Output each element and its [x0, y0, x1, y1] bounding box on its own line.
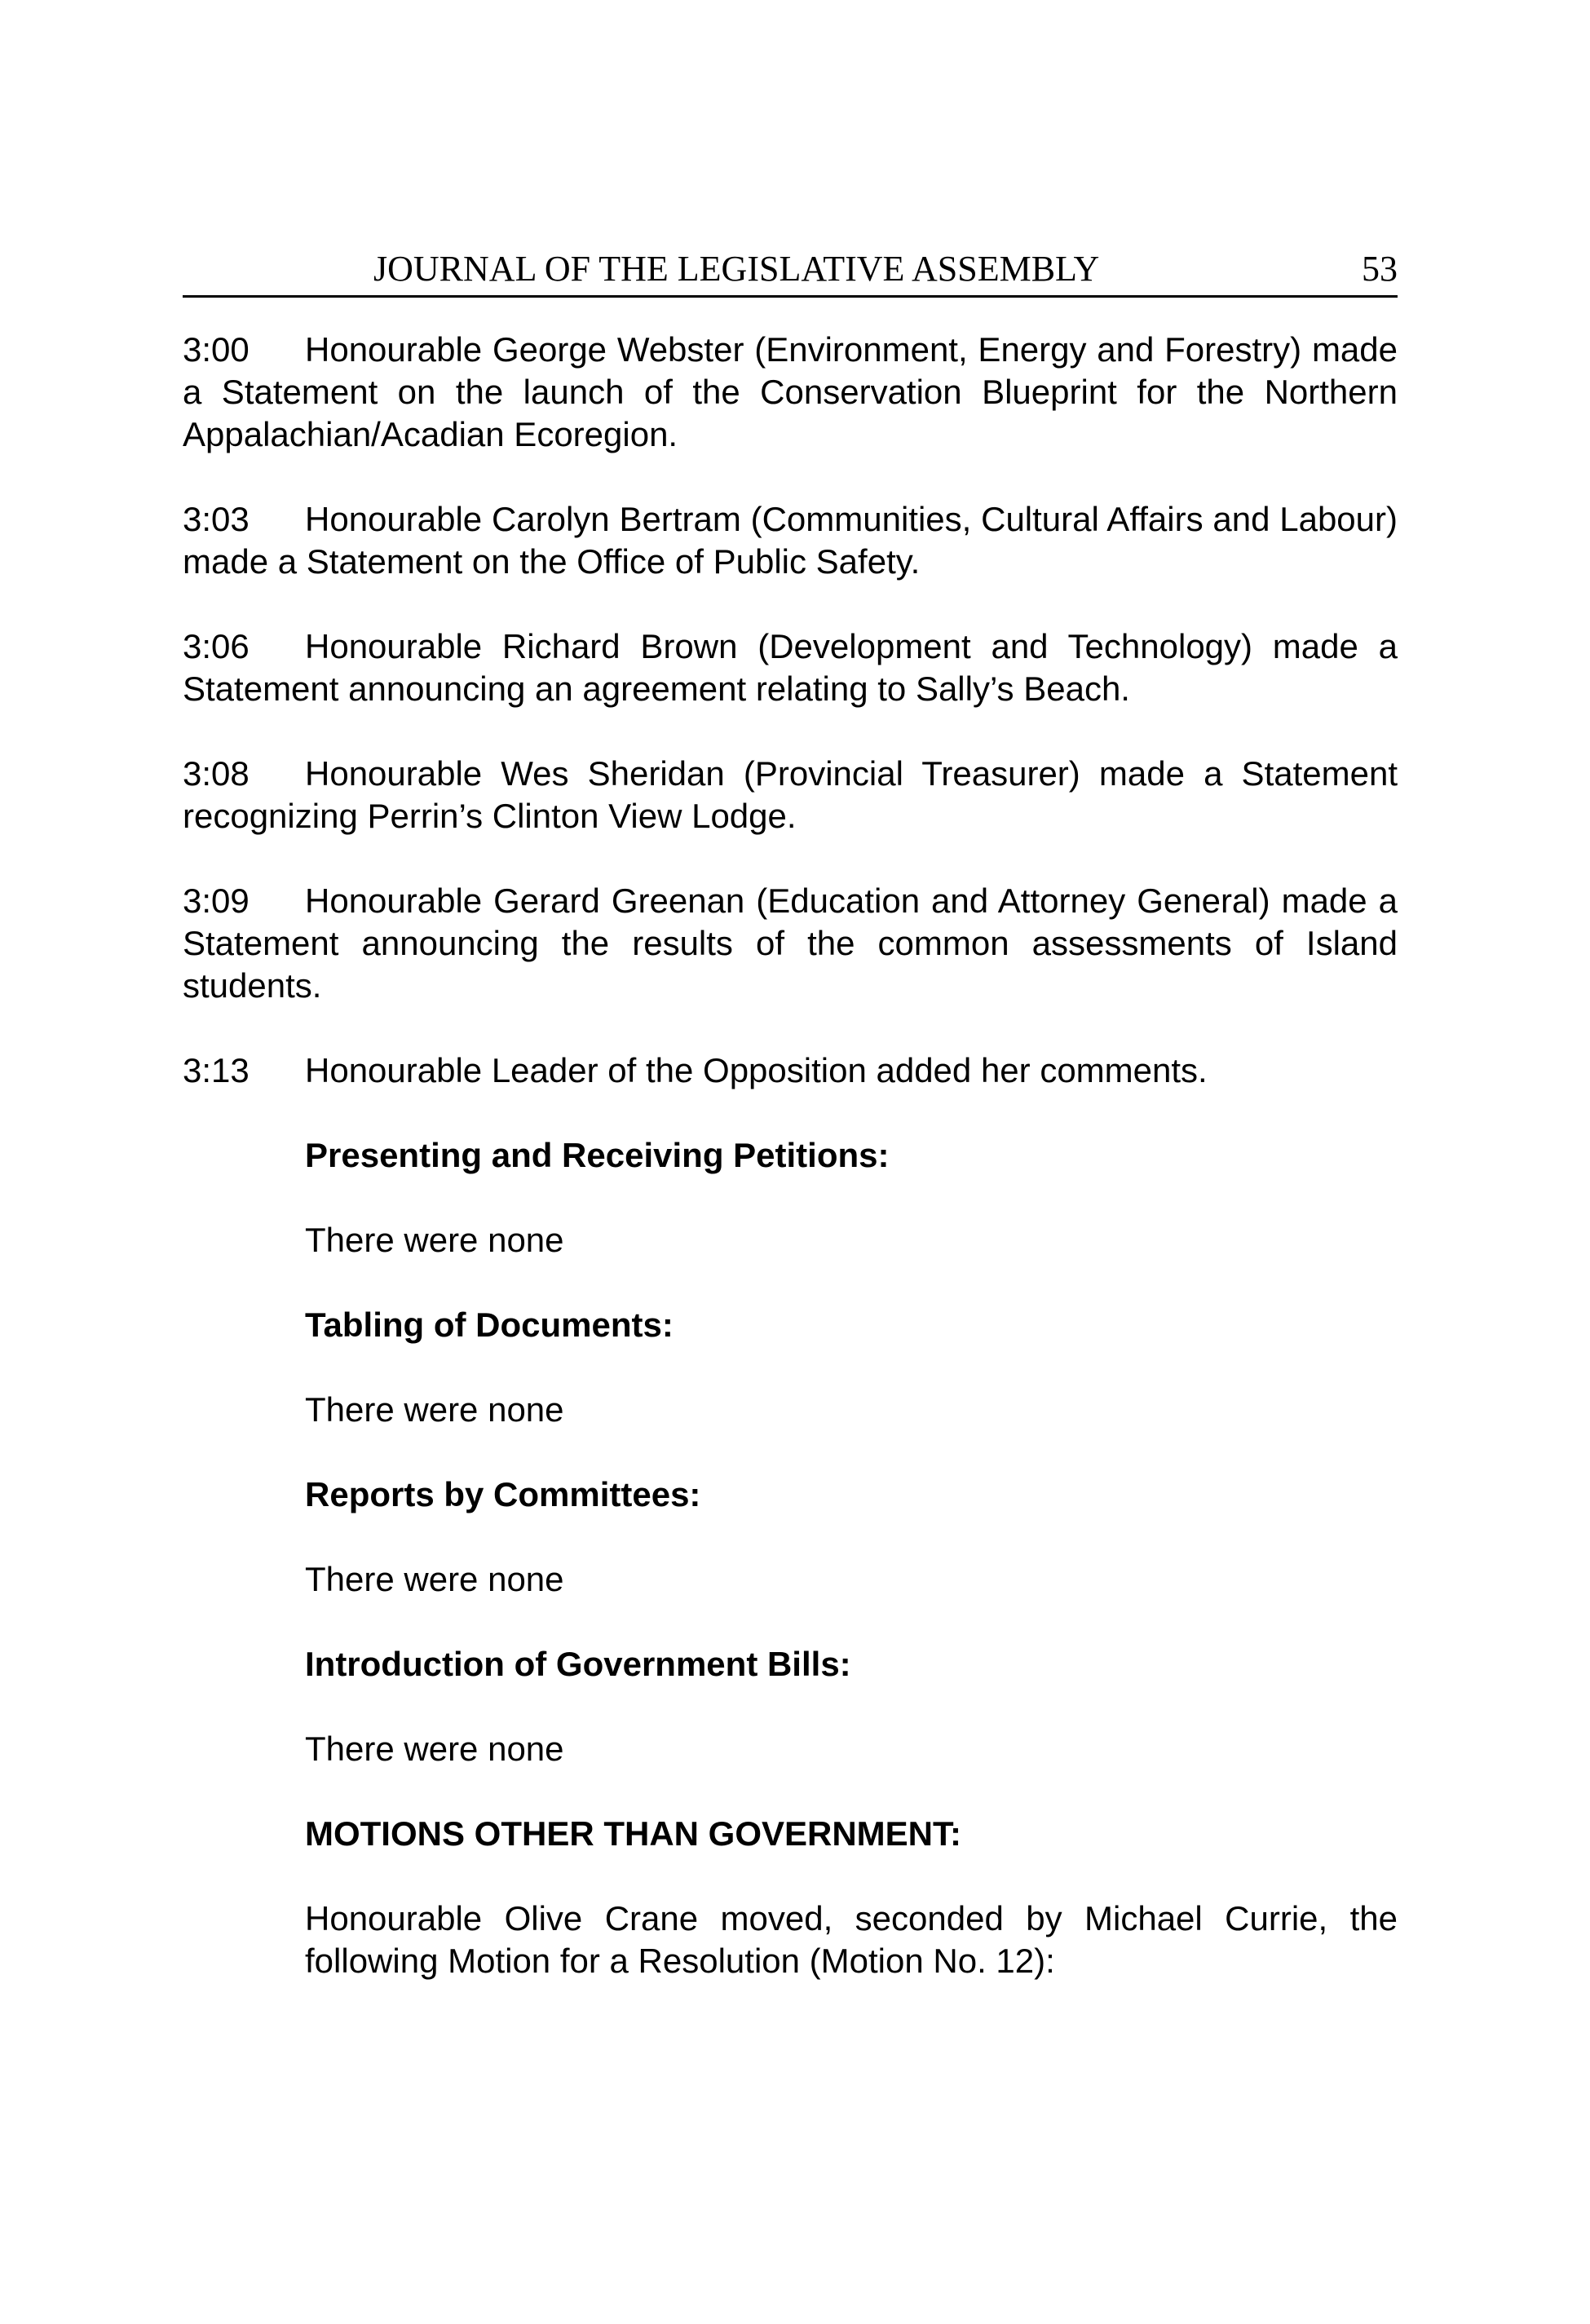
entry-text: Honourable Leader of the Opposition added her comments.	[305, 1051, 1208, 1089]
entry-time: 3:03	[183, 500, 250, 538]
entry-text: Honourable George Webster (Environment, Energy and Forestry) made a Statement on the launch of the Conservation Blueprint for the Northern Appalachian/Acadian Ecoregion.	[183, 330, 1398, 453]
entry-time: 3:00	[183, 330, 250, 369]
entry-text: Honourable Carolyn Bertram (Communities, Cultural Affairs and Labour) made a Statement on the Office of Public Safety.	[183, 500, 1398, 581]
entry-text: Honourable Wes Sheridan (Provincial Treasurer) made a Statement recognizing Perrin’s Clinton View Lodge.	[183, 754, 1398, 835]
page-header	[183, 245, 1398, 298]
statement-entry	[183, 1049, 1398, 1092]
entry-text: Honourable Richard Brown (Development and Technology) made a Statement announcing an agreement relating to Sally’s Beach.	[183, 627, 1398, 708]
entry-time: 3:13	[183, 1051, 250, 1089]
section-heading-petitions: Presenting and Receiving Petitions:	[305, 1136, 890, 1174]
journal-title: JOURNAL OF THE LEGISLATIVE ASSEMBLY	[373, 249, 1100, 289]
section-text-petitions: There were none	[305, 1221, 564, 1259]
statement-entry	[183, 625, 1398, 710]
page-number: 53	[1362, 249, 1398, 289]
statement-entry	[183, 498, 1398, 583]
statement-entry	[183, 329, 1398, 456]
statement-entry	[183, 753, 1398, 837]
section-text-committees: There were none	[305, 1560, 564, 1598]
section-heading-motions: MOTIONS OTHER THAN GOVERNMENT:	[305, 1814, 961, 1853]
entry-time: 3:08	[183, 754, 250, 793]
entry-text: Honourable Gerard Greenan (Education and Attorney General) made a Statement announcing the results of the common assessments of Island students.	[183, 881, 1398, 1005]
section-heading-tabling: Tabling of Documents:	[305, 1306, 674, 1344]
section-heading-government-bills: Introduction of Government Bills:	[305, 1645, 851, 1683]
section-heading-committees: Reports by Committees:	[305, 1475, 701, 1513]
motion-text: Honourable Olive Crane moved, seconded by Michael Currie, the following Motion for a Resolution (Motion No. 12):	[305, 1899, 1398, 1980]
statement-entry	[183, 880, 1398, 1007]
journal-body	[183, 329, 1398, 2025]
section-text-government-bills: There were none	[305, 1730, 564, 1768]
section-text-tabling: There were none	[305, 1390, 564, 1429]
entry-time: 3:09	[183, 881, 250, 920]
entry-time: 3:06	[183, 627, 250, 665]
